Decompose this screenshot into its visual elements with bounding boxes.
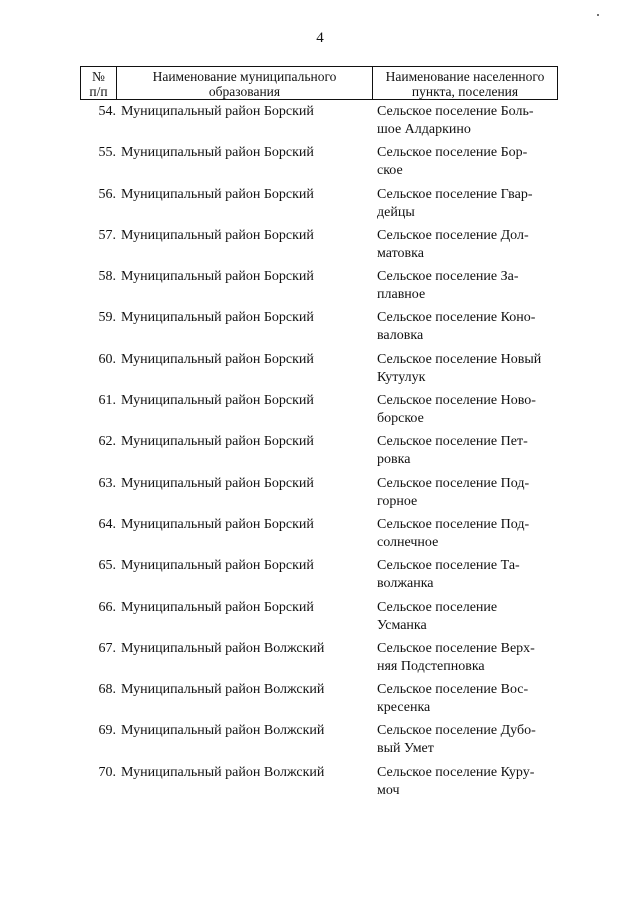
row-settlement-line1: Сельское поселение Та- [377, 558, 520, 574]
row-settlement-line2: солнечное [377, 534, 439, 550]
row-number: 61. [98, 393, 116, 409]
row-settlement [377, 186, 557, 222]
scan-speck [597, 14, 599, 16]
row-settlement-line1: Сельское поселение Ново- [377, 393, 536, 409]
row-settlement-line2: вый Умет [377, 741, 434, 757]
row-number: 54. [98, 104, 116, 119]
row-municipality: Муниципальный район Борский [121, 186, 314, 202]
row-settlement-line2: матовка [377, 245, 424, 261]
row-municipality: Муниципальный район Борский [121, 351, 314, 367]
table-row [0, 681, 640, 722]
table-row [0, 475, 640, 516]
row-number: 66. [98, 599, 116, 615]
row-municipality: Муниципальный район Борский [121, 434, 314, 450]
table-row [0, 557, 640, 598]
row-settlement-line1: Сельское поселение Боль- [377, 104, 534, 119]
row-municipality: Муниципальный район Борский [121, 227, 314, 243]
row-settlement-line2: волжанка [377, 576, 434, 592]
table-row [0, 103, 640, 144]
row-settlement [377, 599, 557, 635]
row-number: 63. [98, 475, 116, 491]
row-municipality: Муниципальный район Борский [121, 516, 314, 532]
row-settlement [377, 268, 557, 304]
row-settlement [377, 103, 557, 139]
row-settlement-line2: борское [377, 411, 424, 427]
row-settlement-line2: Кутулук [377, 369, 426, 385]
row-settlement [377, 516, 557, 552]
row-municipality: Муниципальный район Волжский [121, 764, 325, 780]
row-municipality: Муниципальный район Волжский [121, 640, 325, 656]
table-row [0, 640, 640, 681]
row-settlement-line1: Сельское поселение Верх- [377, 640, 535, 656]
header-col-number-line1: № [92, 68, 105, 84]
table-row [0, 268, 640, 309]
header-col-municipality [117, 67, 373, 100]
row-settlement-line1: Сельское поселение Под- [377, 475, 530, 491]
table-header [80, 66, 558, 100]
row-municipality: Муниципальный район Борский [121, 393, 314, 409]
header-col-settlement-line2: пункта, поселения [411, 83, 519, 99]
row-settlement-line2: шое Алдаркино [377, 122, 471, 137]
row-number: 62. [98, 434, 116, 450]
row-municipality: Муниципальный район Борский [121, 558, 314, 574]
table-row [0, 764, 640, 805]
row-settlement [377, 227, 557, 263]
row-settlement-line2: ское [377, 163, 403, 179]
table-row [0, 433, 640, 474]
row-number: 60. [98, 351, 116, 367]
row-municipality: Муниципальный район Волжский [121, 723, 325, 739]
row-settlement [377, 681, 557, 717]
table-row [0, 516, 640, 557]
header-col-municipality-line1: Наименование муниципального [152, 68, 337, 84]
row-settlement [377, 475, 557, 511]
row-municipality: Муниципальный район Борский [121, 104, 314, 119]
row-municipality: Муниципальный район Борский [121, 269, 314, 285]
row-settlement-line2: моч [377, 782, 400, 798]
row-settlement-line2: дейцы [377, 204, 415, 220]
row-municipality: Муниципальный район Борский [121, 475, 314, 491]
row-settlement-line1: Сельское поселение Пет- [377, 434, 528, 450]
table-row [0, 351, 640, 392]
row-settlement-line2: няя Подстепновка [377, 658, 485, 674]
row-settlement-line1: Сельское поселение [377, 599, 498, 615]
row-number: 67. [98, 640, 116, 656]
row-municipality: Муниципальный район Борский [121, 310, 314, 326]
header-col-number [81, 67, 117, 100]
row-settlement [377, 722, 557, 758]
row-settlement-line1: Сельское поселение Новый [377, 351, 542, 367]
table-row [0, 186, 640, 227]
row-settlement-line2: ровка [377, 452, 411, 468]
row-number: 65. [98, 558, 116, 574]
row-settlement [377, 309, 557, 345]
row-settlement-line1: Сельское поселение За- [377, 269, 519, 285]
row-number: 68. [98, 682, 116, 698]
table-row [0, 309, 640, 350]
row-settlement [377, 433, 557, 469]
row-settlement-line1: Сельское поселение Коно- [377, 310, 536, 326]
table-body [0, 103, 640, 805]
row-settlement-line2: валовка [377, 328, 424, 344]
header-col-settlement [373, 67, 558, 100]
row-municipality: Муниципальный район Волжский [121, 682, 325, 698]
row-settlement [377, 640, 557, 676]
row-number: 64. [98, 516, 116, 532]
table-row [0, 227, 640, 268]
row-settlement-line1: Сельское поселение Куру- [377, 764, 535, 780]
row-settlement-line2: Усманка [377, 617, 427, 633]
header-col-number-line2: п/п [89, 83, 108, 99]
row-settlement-line1: Сельское поселение Бор- [377, 145, 528, 161]
row-settlement-line1: Сельское поселение Гвар- [377, 186, 533, 202]
row-number: 57. [98, 227, 116, 243]
row-number: 58. [98, 269, 116, 285]
row-settlement [377, 351, 557, 387]
row-number: 59. [98, 310, 116, 326]
row-settlement-line1: Сельское поселение Дубо- [377, 723, 536, 739]
row-settlement [377, 144, 557, 180]
row-municipality: Муниципальный район Борский [121, 145, 314, 161]
table-row [0, 599, 640, 640]
row-settlement-line1: Сельское поселение Вос- [377, 682, 529, 698]
row-number: 70. [98, 764, 116, 780]
row-settlement-line2: кресенка [377, 700, 431, 716]
row-settlement [377, 392, 557, 428]
row-settlement-line2: плавное [377, 287, 426, 303]
row-settlement-line1: Сельское поселение Под- [377, 516, 530, 532]
header-col-settlement-line1: Наименование населенного [385, 68, 545, 84]
row-municipality: Муниципальный район Борский [121, 599, 314, 615]
row-settlement-line1: Сельское поселение Дол- [377, 227, 529, 243]
row-settlement-line2: горное [377, 493, 418, 509]
table-row [0, 144, 640, 185]
row-settlement [377, 557, 557, 593]
row-number: 56. [98, 186, 116, 202]
table-row [0, 722, 640, 763]
row-number: 55. [98, 145, 116, 161]
table-row [0, 392, 640, 433]
header-col-municipality-line2: образования [208, 83, 281, 99]
row-settlement [377, 764, 557, 800]
row-number: 69. [98, 723, 116, 739]
page-number: 4 [316, 30, 324, 46]
